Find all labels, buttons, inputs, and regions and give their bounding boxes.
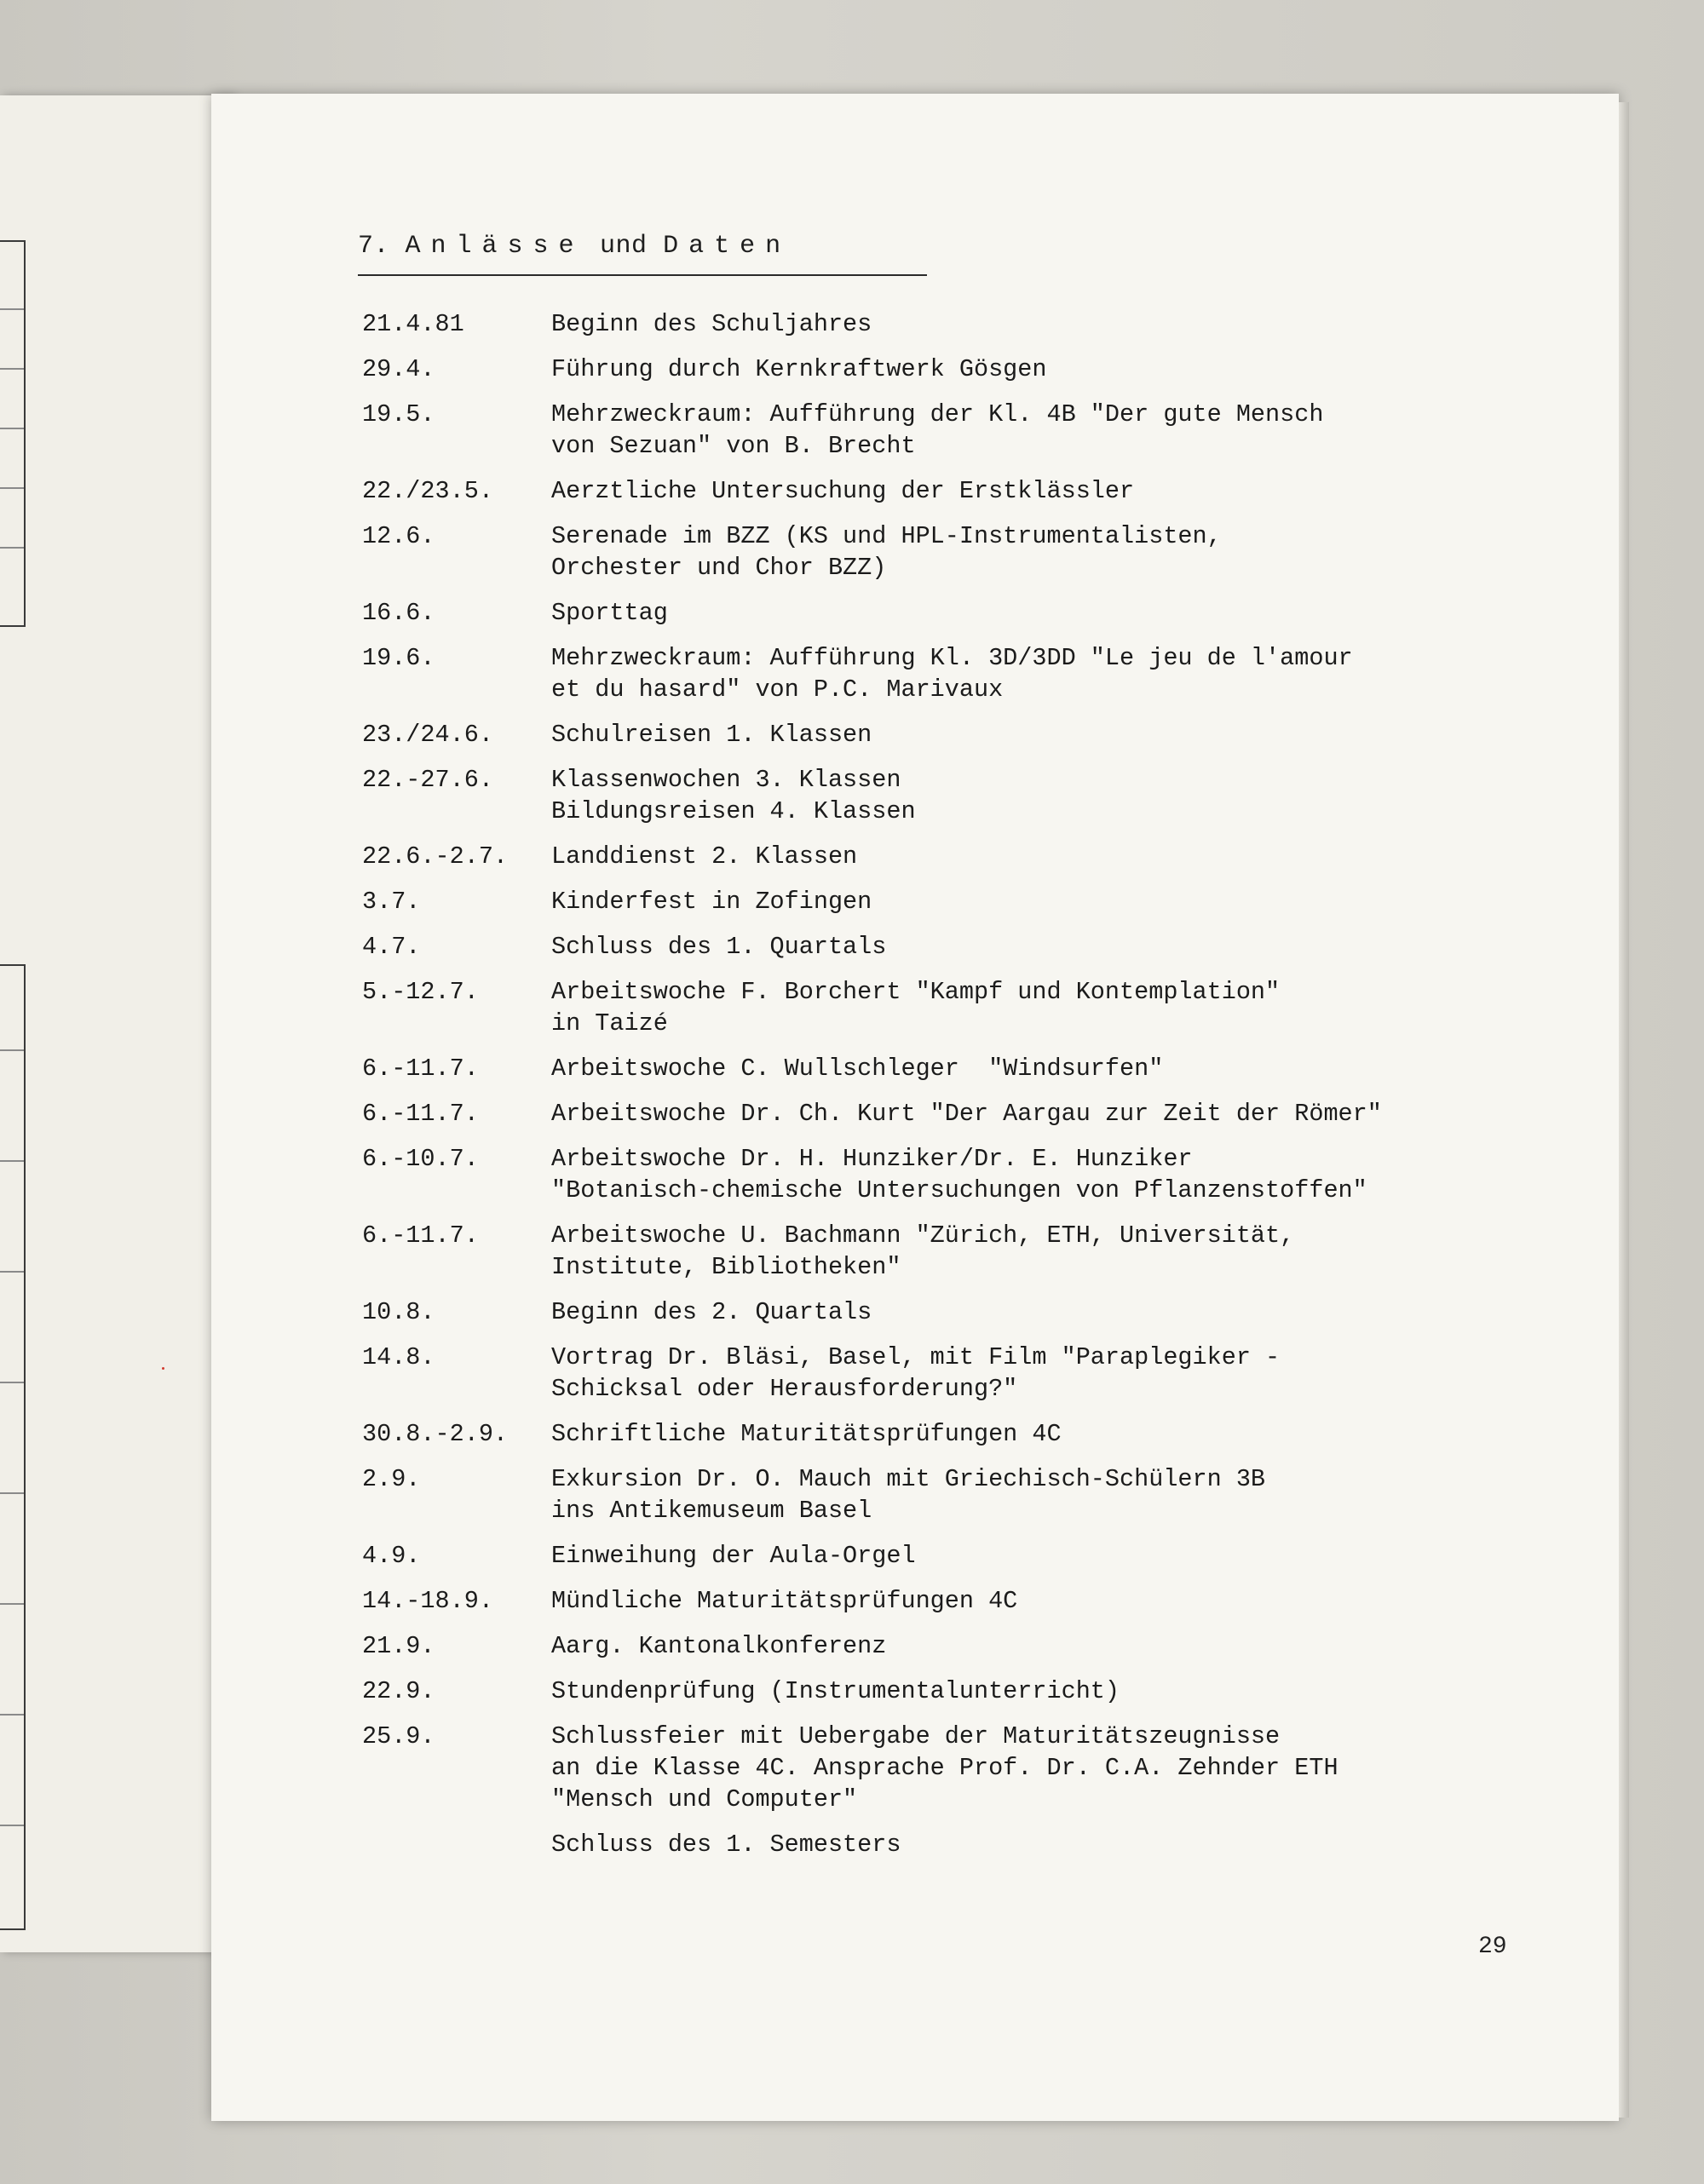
event-date: 29.4. <box>362 355 435 383</box>
event-date: 14.8. <box>362 1343 435 1371</box>
scan-speck <box>162 1367 164 1370</box>
event-date: 3.7. <box>362 888 421 916</box>
event-description-line: Exkursion Dr. O. Mauch mit Griechisch-Schülern 3B <box>551 1465 1266 1493</box>
event-description-line: Arbeitswoche C. Wullschleger "Windsurfen" <box>551 1055 1164 1083</box>
event-description-line: Aarg. Kantonalkonferenz <box>551 1632 887 1660</box>
event-entry <box>362 597 1555 629</box>
event-entry <box>362 642 1555 705</box>
event-description-line: ins Antikemuseum Basel <box>551 1497 872 1525</box>
left-page-rule <box>0 1603 24 1605</box>
left-page-rule <box>0 1492 24 1494</box>
event-date: 21.9. <box>362 1632 435 1660</box>
left-page-rule <box>0 1382 24 1383</box>
event-date: 6.-11.7. <box>362 1055 479 1083</box>
event-description-line: et du hasard" von P.C. Marivaux <box>551 675 1004 704</box>
event-entry <box>362 1463 1555 1526</box>
event-entry <box>362 1053 1555 1084</box>
event-description-line: Vortrag Dr. Bläsi, Basel, mit Film "Paraplegiker - <box>551 1343 1281 1371</box>
event-entry <box>362 1630 1555 1662</box>
event-description-line: Bildungsreisen 4. Klassen <box>551 797 916 825</box>
event-date: 4.9. <box>362 1542 421 1570</box>
event-description-line: Arbeitswoche Dr. Ch. Kurt "Der Aargau zur Zeit der Römer" <box>551 1100 1382 1128</box>
heading-underline <box>358 274 927 276</box>
event-description-line: Mündliche Maturitätsprüfungen 4C <box>551 1587 1018 1615</box>
event-description-line: Sporttag <box>551 599 668 627</box>
event-description-line: Institute, Bibliotheken" <box>551 1253 901 1281</box>
heading-number: 7. <box>358 232 406 261</box>
left-page-rule <box>0 487 24 489</box>
event-description-line: Einweihung der Aula-Orgel <box>551 1542 916 1570</box>
event-date: 4.7. <box>362 933 421 961</box>
event-entry <box>362 1675 1555 1707</box>
event-entry <box>362 353 1555 385</box>
event-description-line: in Taizé <box>551 1009 668 1037</box>
event-description-line: Klassenwochen 3. Klassen <box>551 766 901 794</box>
left-page-rule <box>0 1714 24 1716</box>
event-date: 19.5. <box>362 400 435 428</box>
event-entry <box>362 1143 1555 1206</box>
left-page-rule <box>0 308 24 310</box>
event-entry <box>362 1721 1555 1815</box>
event-description-line: Serenade im BZZ (KS und HPL-Instrumentalisten, <box>551 522 1222 550</box>
event-date: 30.8.-2.9. <box>362 1420 509 1448</box>
left-page-rule <box>0 1049 24 1051</box>
event-date: 5.-12.7. <box>362 978 479 1006</box>
event-description-line: Schluss des 1. Quartals <box>551 933 887 961</box>
event-description-line: Beginn des 2. Quartals <box>551 1298 872 1326</box>
event-description-line: Schulreisen 1. Klassen <box>551 721 872 749</box>
event-entry <box>362 1540 1555 1572</box>
page-edge <box>1619 102 1629 2118</box>
event-description-line: Schicksal oder Herausforderung?" <box>551 1375 1018 1403</box>
event-date: 14.-18.9. <box>362 1587 493 1615</box>
event-description-line: Arbeitswoche Dr. H. Hunziker/Dr. E. Hunziker <box>551 1145 1193 1173</box>
event-description-line: an die Klasse 4C. Ansprache Prof. Dr. C.A. Zehnder ETH <box>551 1754 1338 1782</box>
page-number: 29 <box>1478 1934 1507 1960</box>
event-entry <box>362 1220 1555 1283</box>
event-date: 25.9. <box>362 1722 435 1750</box>
event-list <box>362 308 1555 1860</box>
event-entry <box>362 1418 1555 1450</box>
event-entry <box>362 308 1555 340</box>
event-entry <box>362 1585 1555 1617</box>
left-page-rule <box>0 1271 24 1273</box>
left-page-rule <box>0 428 24 429</box>
event-description-line: Beginn des Schuljahres <box>551 310 872 338</box>
event-description-line: Kinderfest in Zofingen <box>551 888 872 916</box>
event-description-line: Schriftliche Maturitätsprüfungen 4C <box>551 1420 1062 1448</box>
left-page-table-frame <box>0 240 26 627</box>
heading-word-anlaesse: Anlässe <box>405 232 584 261</box>
event-entry <box>362 520 1555 583</box>
event-description-line: von Sezuan" von B. Brecht <box>551 432 916 460</box>
event-date: 2.9. <box>362 1465 421 1493</box>
event-entry <box>362 764 1555 827</box>
event-date: 19.6. <box>362 644 435 672</box>
event-entry <box>362 1296 1555 1328</box>
event-date: 22.9. <box>362 1677 435 1705</box>
event-date: 10.8. <box>362 1298 435 1326</box>
event-description-line: "Botanisch-chemische Untersuchungen von Pflanzenstoffen" <box>551 1176 1367 1204</box>
event-entry <box>362 976 1555 1039</box>
event-entry <box>362 931 1555 963</box>
event-entry <box>362 1342 1555 1405</box>
event-description-line: "Mensch und Computer" <box>551 1785 858 1813</box>
event-description-line: Orchester und Chor BZZ) <box>551 554 887 582</box>
event-date: 6.-10.7. <box>362 1145 479 1173</box>
event-description-line: Aerztliche Untersuchung der Erstklässler <box>551 477 1135 505</box>
event-description-line: Landdienst 2. Klassen <box>551 842 858 871</box>
event-entry <box>362 719 1555 750</box>
heading-connector: und <box>584 232 664 261</box>
section-heading <box>358 232 791 261</box>
event-date: 22.-27.6. <box>362 766 493 794</box>
event-date: 21.4.81 <box>362 310 464 338</box>
event-description-line: Arbeitswoche F. Borchert "Kampf und Kontemplation" <box>551 978 1281 1006</box>
left-page-rule <box>0 547 24 549</box>
event-date: 22.6.-2.7. <box>362 842 509 871</box>
event-entry <box>362 1098 1555 1129</box>
event-description-line: Mehrzweckraum: Aufführung der Kl. 4B "Der gute Mensch <box>551 400 1324 428</box>
event-description-line: Arbeitswoche U. Bachmann "Zürich, ETH, Universität, <box>551 1221 1295 1250</box>
left-page-rule <box>0 1160 24 1162</box>
event-entry <box>362 841 1555 872</box>
heading-word-daten: Daten <box>663 232 792 261</box>
event-date: 6.-11.7. <box>362 1100 479 1128</box>
event-description-line: Führung durch Kernkraftwerk Gösgen <box>551 355 1047 383</box>
event-description-line: Schlussfeier mit Uebergabe der Maturitätszeugnisse <box>551 1722 1281 1750</box>
event-date: 12.6. <box>362 522 435 550</box>
event-date: 23./24.6. <box>362 721 493 749</box>
event-date: 22./23.5. <box>362 477 493 505</box>
event-entry <box>362 886 1555 917</box>
event-entry <box>362 475 1555 507</box>
left-page-rule <box>0 368 24 370</box>
left-page-table-frame <box>0 964 26 1930</box>
event-description-line: Stundenprüfung (Instrumentalunterricht) <box>551 1677 1120 1705</box>
left-facing-page <box>0 95 233 1952</box>
event-description-line: Mehrzweckraum: Aufführung Kl. 3D/3DD "Le jeu de l'amour <box>551 644 1353 672</box>
event-entry <box>362 1829 1555 1860</box>
left-page-rule <box>0 1825 24 1826</box>
event-date: 16.6. <box>362 599 435 627</box>
event-description-line: Schluss des 1. Semesters <box>551 1831 901 1859</box>
event-entry <box>362 399 1555 462</box>
event-date: 6.-11.7. <box>362 1221 479 1250</box>
